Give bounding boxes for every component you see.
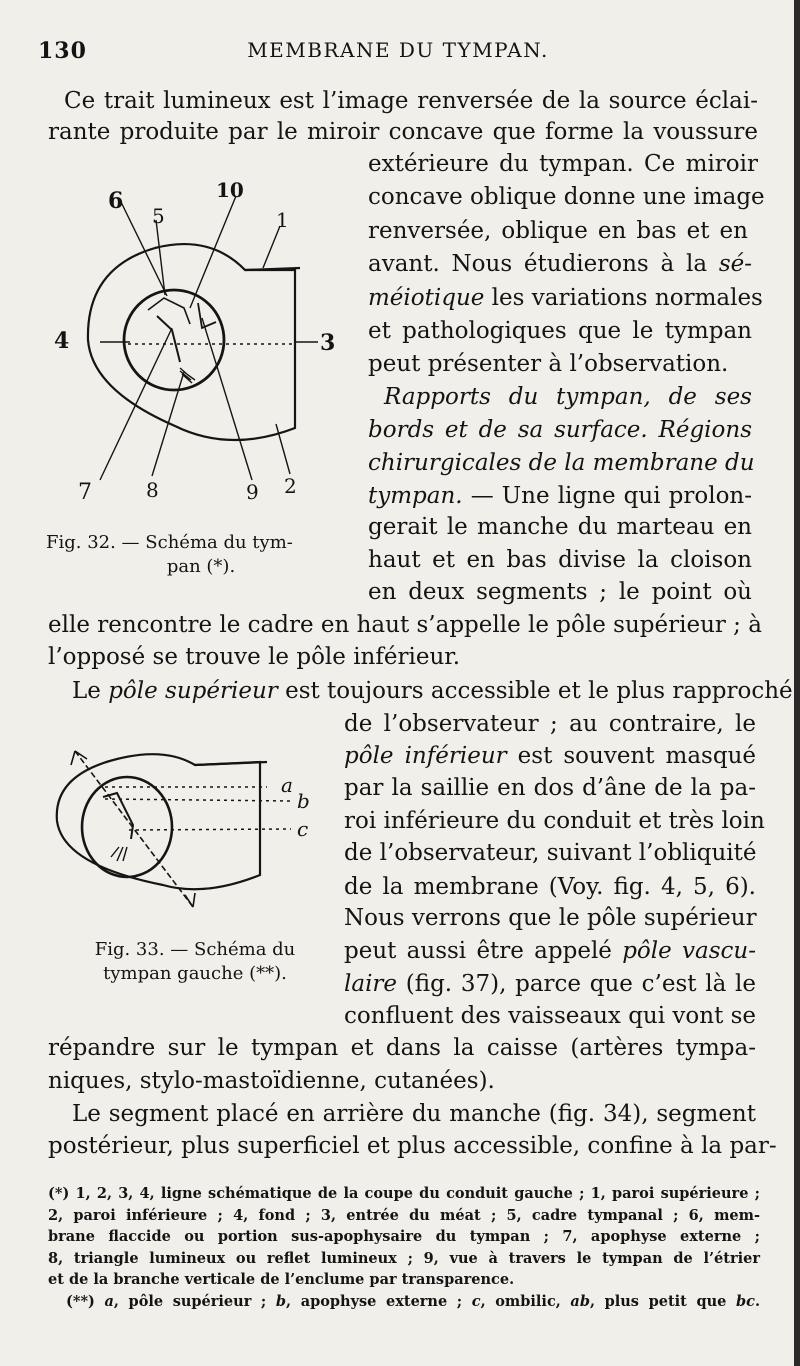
figure-label: 3 [320,330,336,356]
text-line: niques, stylo-mastoïdienne, cutanées). [48,1068,495,1094]
leader-line [190,196,236,308]
text-line [344,741,756,771]
text-run: — Une ligne qui prolon- [462,483,752,509]
text-run: , pôle supérieur ; [113,1292,276,1310]
text-line: l’opposé se trouve le pôle inférieur. [48,644,461,670]
footnote-line: (*) 1, 2, 3, 4, ligne schématique de la coupe du conduit gauche ; 1, paroi supérieure ; [48,1185,760,1202]
figure-label: 6 [108,188,124,214]
italic-run: méiotique [368,285,485,311]
text-line [72,676,793,706]
text-run: avant. Nous étudierons à la [368,251,719,277]
italic-run: ab [570,1292,590,1310]
text-run: (fig. 37), parce que c’est là le [397,971,756,997]
italic-run: b [275,1292,287,1310]
running-title: MEMBRANE DU TYMPAN. [247,38,549,62]
figure-33 [45,735,345,920]
text-run: est souvent masqué [506,743,756,769]
text-line: extérieure du tympan. Ce miroir [368,151,758,177]
italic-run: pôle supérieur [108,678,278,704]
canal-outline [57,754,260,889]
text-line: par la saillie en dos d’âne de la pa- [344,775,756,801]
dotted-line-b [105,799,291,801]
text-line: elle rencontre le cadre en haut s’appelle le pôle supérieur ; à [48,612,762,638]
footnote-line: 8, triangle lumineux ou reflet lumineux ; 9, vue à travers le tympan de l’étrier [48,1249,760,1267]
figure-label: b [297,789,310,813]
italic-run: pôle inférieur [344,743,507,769]
section-heading-line: bords et de sa surface. Régions [368,417,752,443]
italic-run: a [104,1292,114,1310]
caption-line: Fig. 33. — Schéma du [94,939,296,960]
italic-run: c [471,1292,481,1310]
text-line [344,936,756,966]
text-line: répandre sur le tympan et dans la caisse (artères tympa- [48,1035,756,1061]
scan-edge [794,0,800,1366]
section-heading-line: Rapports du tympan, de ses [384,384,752,410]
text-run: Le [72,678,109,704]
caption-line: Fig. 32. — Schéma du tym- [46,532,293,553]
italic-run: sé- [718,251,752,277]
footnotes [48,1183,760,1312]
tympanum-schema-diagram [40,168,360,523]
text-line: renversée, oblique en bas et en [368,218,748,244]
page-number: 130 [38,38,87,64]
text-line: concave oblique donne une image [368,184,765,210]
footnote-line: brane flaccide ou portion sus-apophysaire du tympan ; 7, apophyse externe ; [48,1228,760,1245]
figure-label: 4 [54,328,70,354]
text-run: est toujours accessible et le plus rapproché [277,678,793,704]
figure-label: 8 [146,478,159,502]
figure-label: c [297,817,309,841]
figure-label: 10 [216,178,244,202]
text-line: gerait le manche du marteau en [368,514,752,540]
dotted-line-c [129,829,291,830]
figure-label: 7 [78,480,92,505]
text-line: Le segment placé en arrière du manche (fig. 34), segment [72,1101,756,1127]
footnote-line: 2, paroi inférieure ; 4, fond ; 3, entrée du méat ; 5, cadre tympanal ; 6, mem- [48,1206,760,1224]
text-line: peut présenter à l’observation. [368,351,729,377]
flaccid-portion [148,298,190,324]
page-header [38,38,758,68]
italic-run: bc [735,1292,755,1310]
text-line: et pathologiques que le tympan [368,318,752,344]
leader-line [202,318,252,480]
italic-run: tympan. [368,483,463,509]
figure-label: 1 [276,208,289,232]
text-line: haut et en bas divise la cloison [368,547,752,573]
light-reflex [111,847,127,861]
figure-32-caption [46,531,356,579]
canal-top-wall [195,762,267,765]
text-line: rante produite par le miroir concave que forme la voussure [48,119,758,145]
axis-line [75,751,193,907]
figure-label: 9 [246,480,259,504]
figure-33-caption [60,938,330,986]
text-line: postérieur, plus superficiel et plus accessible, confine à la par- [48,1133,777,1159]
figure-label: 2 [284,474,297,498]
caption-line: tympan gauche (**). [103,963,287,984]
hammer-handle [157,316,180,362]
text-line: de la membrane (Voy. fig. 4, 5, 6). [344,874,756,900]
footnote-line: et de la branche verticale de l’enclume par transparence. [48,1271,515,1288]
section-heading-line: chirurgicales de la membrane du [368,450,755,476]
figure-label: a [281,773,293,797]
footnote-line [48,1291,760,1313]
axis-arrow-top [71,751,87,765]
text-run: peut aussi être appelé [344,938,623,964]
text-run: . [754,1292,760,1310]
text-line [368,249,752,279]
text-run: les variations normales [484,285,763,311]
axis-arrow-bottom [185,893,195,907]
text-line: de l’observateur ; au contraire, le [344,711,756,737]
caption-line: pan (*). [166,556,236,577]
italic-run: pôle vascu- [622,938,756,964]
text-line [344,969,756,999]
stirrup-branch [198,303,216,328]
text-line: en deux segments ; le point où [368,579,752,605]
text-run: , plus petit que [589,1292,736,1310]
figure-label: 5 [152,204,165,228]
text-line: confluent des vaisseaux qui vont se [344,1003,757,1029]
text-run: (**) [66,1292,105,1310]
text-run: , ombilic, [480,1292,571,1310]
leader-line [100,328,172,480]
text-run: , apophyse externe ; [286,1292,472,1310]
leader-line [263,226,280,268]
italic-run: laire [344,971,398,997]
text-line: Ce trait lumineux est l’image renversée de la source éclai- [64,88,758,114]
text-line: Nous verrons que le pôle supérieur [344,905,757,931]
figure-32 [40,168,360,523]
text-line: roi inférieure du conduit et très loin [344,808,765,834]
text-line: de l’observateur, suivant l’obliquité [344,840,757,866]
text-line [368,481,752,511]
text-line [368,283,763,313]
